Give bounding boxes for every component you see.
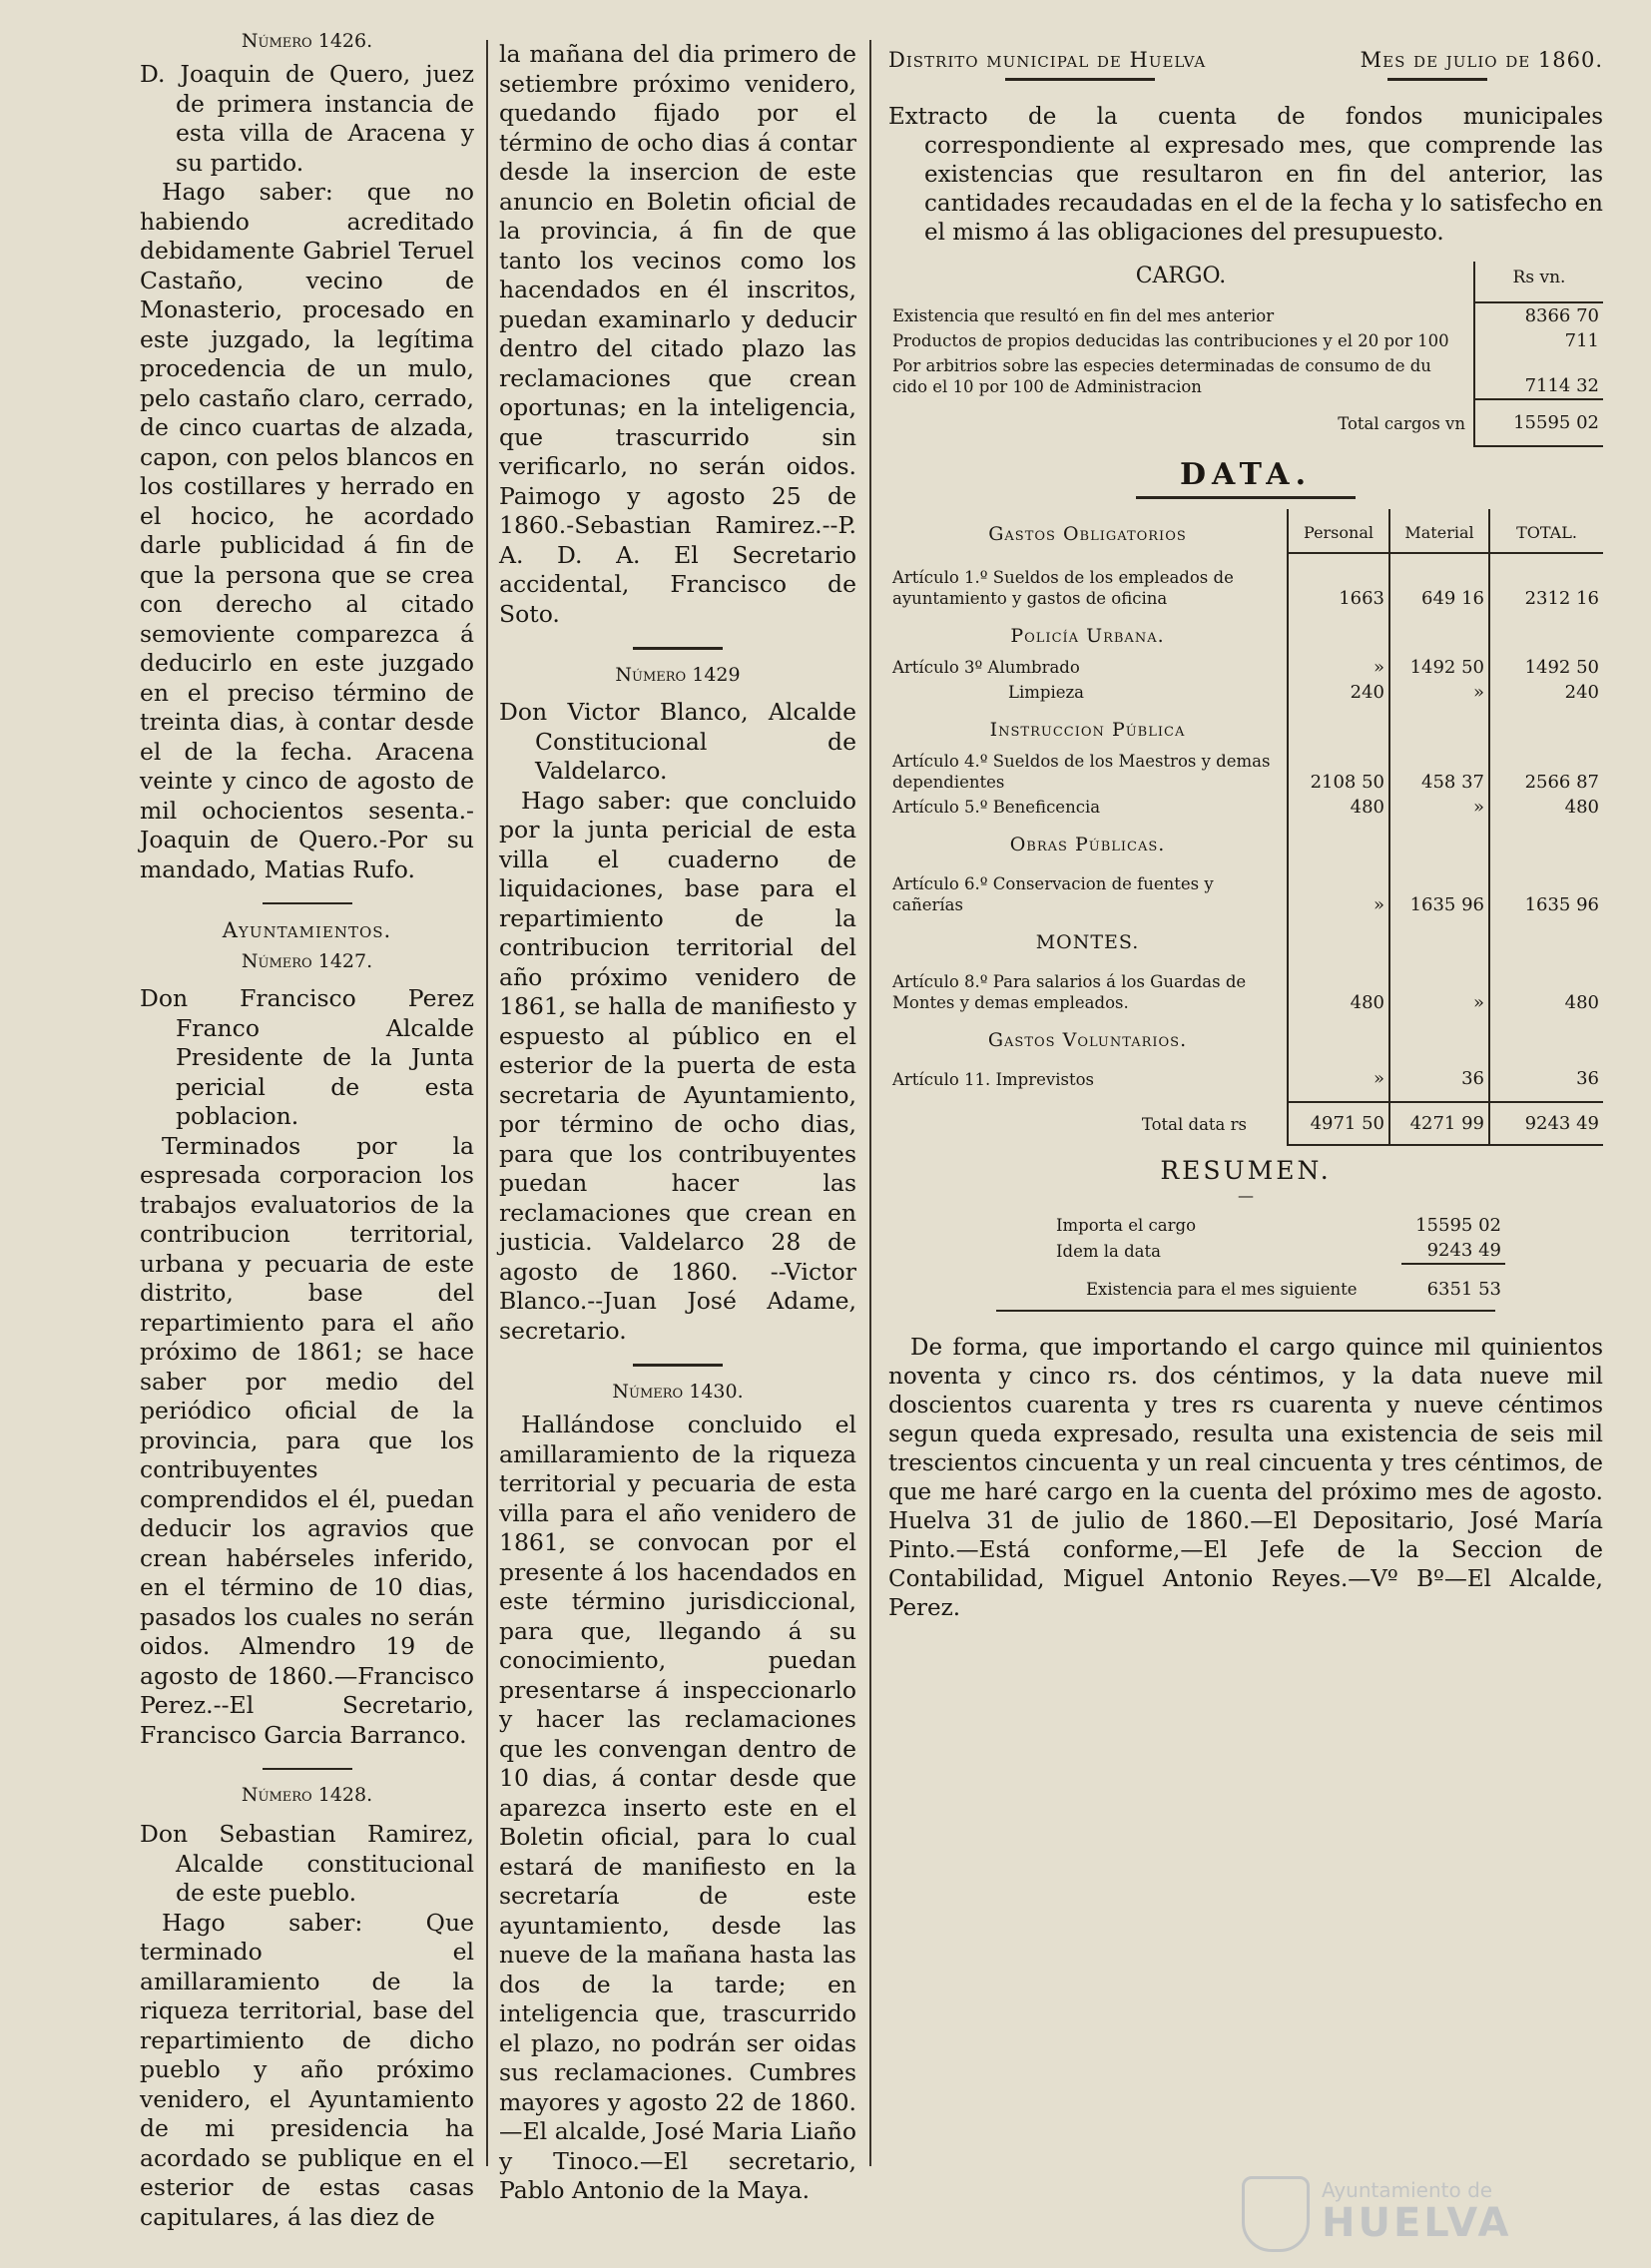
table-row (986, 1238, 1505, 1264)
cell-total: 1492 50 (1489, 655, 1603, 680)
cargo-value: 7114 32 (1474, 353, 1603, 399)
table-row (888, 353, 1603, 399)
row-label: Artículo 3º Alumbrado (892, 658, 1080, 677)
watermark-line1: Ayuntamiento de (1322, 2178, 1493, 2202)
column-rule (486, 40, 488, 2166)
cargo-label: Existencia que resultó en fin del mes anterior (892, 306, 1275, 325)
notice-heading: Don Francisco Perez Franco Alcalde Presidente de la Junta pericial de esta poblacion. (140, 984, 474, 1130)
notice-body: Terminados por la espresada corporacion los trabajos evaluatorios de la contribucion territorial, urbana y pecuaria de este distrito, base del repartimiento para el año próximo de 1861; se hace saber por medio del periódico oficial de la provincia, para que los contribuyentes comprendidos el él, puedan deducir los agravios que crean habérseles inferido, en el término de 10 dias, pasados los cuales no serán oidos. Almendro 19 de agosto de 1860.—Francisco Perez.--El Secretario, Francisco Garcia Barranco. (140, 1131, 474, 1749)
total-data-label: Total data rs (1141, 1115, 1247, 1134)
group-title: Instruccion Pública (989, 719, 1186, 741)
total-cargo-value: 15595 02 (1474, 399, 1603, 446)
notice-body: Hago saber: que concluido por la junta pericial de esta villa el cuaderno de liquidaciones, base para el repartimiento de la contribucion territorial del año próximo venidero de 1861, se halla de manifiesto y espuesto al público en el esterior de la puerta de esta secretaria de Ayuntamiento, por término de ocho dias, para que los contribuyentes puedan hacer las reclamaciones que crean en justicia. Valdelarco 28 de agosto de 1860. --Victor Blanco.--Juan José Adame, secretario. (499, 786, 856, 1345)
cell-personal: 240 (1288, 680, 1389, 705)
cargo-value: 711 (1474, 328, 1603, 353)
row-label: Artículo 11. Imprevistos (892, 1070, 1094, 1089)
table-row (888, 399, 1603, 446)
cell-material: » (1389, 795, 1489, 820)
total-material: 4271 99 (1389, 1102, 1489, 1145)
notice-number: Número 1429 (615, 664, 741, 686)
notice-number: Número 1428. (241, 1784, 373, 1806)
resumen-label: Existencia para el mes siguiente (1086, 1280, 1358, 1299)
cargo-table (888, 262, 1603, 447)
cargo-label: Productos de propios deducidas las contribuciones y el 20 por 100 (892, 331, 1449, 350)
table-row (888, 1059, 1603, 1102)
notice-body-continued: la mañana del dia primero de setiembre próximo venidero, quedando fijado por el término de ocho dias á contar desde la insercion de este anuncio en Boletin oficial de la provincia, á fin de que tanto los vecinos como los hacendados en él inscritos, puedan examinarlo y deducir dentro del citado plazo las reclamaciones que crean oportunas; en la inteligencia, que trascurrido sin verificarlo, no serán oidos. Paimogo y agosto 25 de 1860.-Sebastian Ramirez.--P. A. D. A. El Secretario accidental, Francisco de Soto. (499, 40, 856, 628)
separator: — (1238, 1186, 1254, 1205)
table-row (888, 302, 1603, 328)
row-label: Artículo 8.º Para salarios á los Guardas de Montes y demas empleados. (892, 972, 1247, 1012)
month-title: Mes de julio de 1860. (1360, 48, 1603, 72)
data-table (888, 509, 1603, 1146)
section-heading: Ayuntamientos. (222, 918, 392, 942)
resumen-value: 6351 53 (1426, 1279, 1501, 1300)
separator (1387, 78, 1487, 81)
group-title: Obras Públicas. (1009, 834, 1166, 855)
cargo-unit: Rs vn. (1474, 262, 1603, 302)
table-row (888, 328, 1603, 353)
cell-material: 458 37 (1389, 749, 1489, 795)
cell-material: 36 (1389, 1059, 1489, 1102)
cell-material: » (1389, 680, 1489, 705)
resumen-label: Importa el cargo (1056, 1216, 1197, 1235)
total-total: 9243 49 (1489, 1102, 1603, 1145)
separator (633, 1364, 723, 1367)
column-3 (888, 48, 1603, 1623)
notice-number: Número 1427. (241, 950, 373, 972)
resumen-title: RESUMEN. (1160, 1156, 1332, 1185)
district-title: Distrito municipal de Huelva (888, 48, 1207, 72)
data-title: DATA. (1179, 457, 1313, 492)
notice-heading: Don Victor Blanco, Alcalde Constitucional de Valdelarco. (499, 698, 856, 785)
cell-personal: 480 (1288, 961, 1389, 1015)
row-label: Artículo 5.º Beneficencia (892, 798, 1101, 817)
row-label: Artículo 1.º Sueldos de los empleados de ayuntamiento y gastos de oficina (892, 568, 1234, 608)
column-1 (140, 30, 474, 2232)
separator (1136, 496, 1356, 499)
table-row (986, 1213, 1505, 1238)
cell-total: 2312 16 (1489, 553, 1603, 611)
group-title: MONTES. (1035, 931, 1140, 953)
cell-personal: 2108 50 (1288, 749, 1389, 795)
group-title: Gastos Voluntarios. (987, 1029, 1188, 1051)
col-header-total: TOTAL. (1489, 509, 1603, 553)
seal-icon (1242, 2176, 1310, 2252)
notice-heading: Don Sebastian Ramirez, Alcalde constitucional de este pueblo. (140, 1820, 474, 1907)
table-row (888, 655, 1603, 680)
cell-personal: » (1288, 863, 1389, 917)
group-title: Policía Urbana. (1010, 625, 1165, 647)
table-row (888, 863, 1603, 917)
column-rule (869, 40, 871, 2166)
closing-paragraph: De forma, que importando el cargo quince mil quinientos noventa y cinco rs. dos céntimos, y la data nueve mil doscientos cuarenta y tres rs cuarenta y nueve céntimos segun queda expresado, resulta una existencia de seis mil trescientos cincuenta y un real cincuenta y tres céntimos, de que me haré cargo en la cuenta del próximo mes de agosto. Huelva 31 de julio de 1860.—El Depositario, José María Pinto.—Está conforme,—El Jefe de la Seccion de Contabilidad, Miguel Antonio Reyes.—Vº Bº—El Alcalde, Perez. (888, 1335, 1603, 1621)
total-cargo-label: Total cargos vn (1338, 414, 1465, 433)
separator (263, 1768, 352, 1770)
table-row (888, 553, 1603, 611)
notice-body: Hago saber: Que terminado el amillaramiento de la riqueza territorial, base del repartimiento de dicho pueblo y año próximo venidero, el Ayuntamiento de mi presidencia ha acordado se publique en el esterior de estas casas capitulares, á las diez de (140, 1908, 474, 2231)
table-row (888, 749, 1603, 795)
separator (633, 647, 723, 650)
group-title: Gastos Obligatorios (988, 523, 1187, 545)
separator (263, 902, 352, 904)
cell-total: 240 (1489, 680, 1603, 705)
cell-personal: » (1288, 1059, 1389, 1102)
notice-body: Hallándose concluido el amillaramiento de la riqueza territorial y pecuaria de esta villa para el año venidero de 1861, se convocan por el presente á los hacendados en este término jurisdiccional, para que, llegando á su conocimiento, puedan presentarse á inspeccionarlo y hacer las reclamaciones que les convengan dentro de 10 dias, á contar desde que aparezca inserto este en el Boletin oficial, para lo cual estará de manifiesto en la secretaría de este ayuntamiento, desde las nueve de la mañana hasta las dos de la tarde; en inteligencia que, trascurrido el plazo, no podrán ser oidas sus reclamaciones. Cumbres mayores y agosto 22 de 1860. —El alcalde, José Maria Liaño y Tinoco.—El secretario, Pablo Antonio de la Maya. (499, 1411, 856, 2204)
cell-total: 36 (1489, 1059, 1603, 1102)
cell-material: 1635 96 (1389, 863, 1489, 917)
resumen-value: 15595 02 (1415, 1215, 1501, 1236)
report-header (888, 48, 1603, 72)
cell-personal: 1663 (1288, 553, 1389, 611)
resumen-label: Idem la data (1056, 1242, 1161, 1261)
cell-material: 1492 50 (1389, 655, 1489, 680)
resumen-value: 9243 49 (1401, 1238, 1505, 1264)
separator (996, 1310, 1495, 1312)
col-header-personal: Personal (1288, 509, 1389, 553)
row-label: Artículo 6.º Conservacion de fuentes y cañerías (892, 874, 1214, 914)
separator (1005, 78, 1155, 81)
cell-material: » (1389, 961, 1489, 1015)
cell-total: 480 (1489, 961, 1603, 1015)
watermark-line2: HUELVA (1322, 2200, 1512, 2246)
resumen-table (986, 1213, 1505, 1302)
cell-personal: » (1288, 655, 1389, 680)
cargo-label: Por arbitrios sobre las especies determinadas de consumo de du cido el 10 por 100 de Administracion (892, 356, 1431, 396)
row-label: Limpieza (1008, 683, 1085, 702)
cargo-value: 8366 70 (1474, 302, 1603, 328)
cell-personal: 480 (1288, 795, 1389, 820)
notice-heading: D. Joaquin de Quero, juez de primera instancia de esta villa de Aracena y su partido. (140, 60, 474, 177)
header-rules (888, 78, 1603, 81)
row-label: Artículo 4.º Sueldos de los Maestros y demas dependientes (892, 752, 1271, 792)
cargo-title: CARGO. (1135, 264, 1227, 288)
table-row (888, 1102, 1603, 1145)
watermark-stamp (1242, 2176, 1621, 2246)
column-2 (499, 40, 856, 2206)
total-personal: 4971 50 (1288, 1102, 1389, 1145)
cell-total: 2566 87 (1489, 749, 1603, 795)
notice-number: Número 1430. (612, 1381, 744, 1403)
table-row (888, 680, 1603, 705)
cell-material: 649 16 (1389, 553, 1489, 611)
table-row (888, 795, 1603, 820)
table-row (986, 1264, 1505, 1302)
notice-number: Número 1426. (241, 30, 373, 52)
col-header-material: Material (1389, 509, 1489, 553)
table-row (888, 961, 1603, 1015)
cell-total: 480 (1489, 795, 1603, 820)
cell-total: 1635 96 (1489, 863, 1603, 917)
notice-body: Hago saber: que no habiendo acreditado debidamente Gabriel Teruel Castaño, vecino de Monasterio, procesado en este juzgado, la legítima procedencia de un mulo, pelo castaño claro, cerrado, de cinco cuartas de alzada, capon, con pelos blancos en los costillares y herrado en el hocico, he acordado darle publicidad á fin de que la persona que se crea con derecho al citado semoviente comparezca á deducirlo en este juzgado en el preciso término de treinta dias, à contar desde el de la fecha. Aracena veinte y cinco de agosto de mil ochocientos sesenta.-Joaquin de Quero.-Por su mandado, Matias Rufo. (140, 178, 474, 883)
extract-intro: Extracto de la cuenta de fondos municipales correspondiente al expresado mes, que comprende las existencias que resultaron en fin del anterior, las cantidades recaudadas en el de la fecha y lo satisfecho en el mismo á las obligaciones del presupuesto. (888, 104, 1603, 246)
